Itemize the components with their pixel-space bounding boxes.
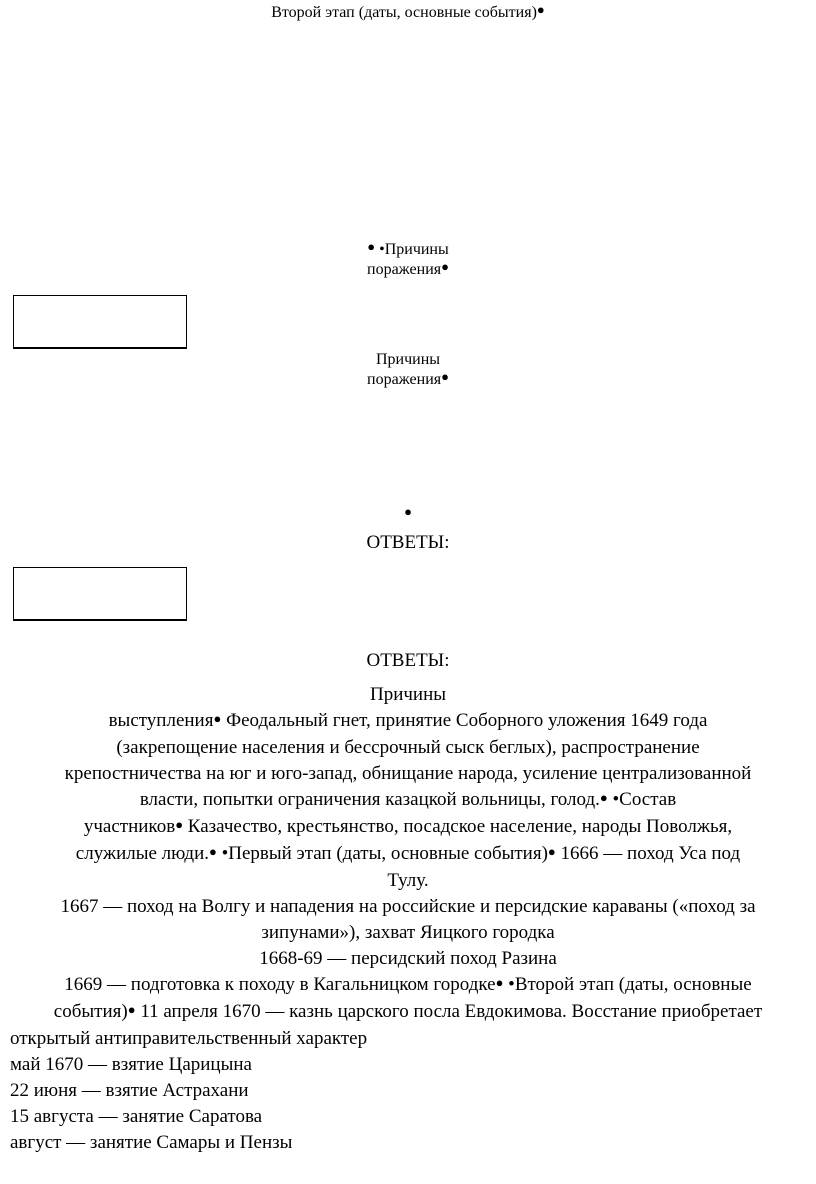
small-bullet-icon: • xyxy=(221,843,229,864)
bullet-icon: ● xyxy=(547,844,556,859)
text-line: власти, попытки ограничения казацкой вольницы, голод.● •Состав xyxy=(139,789,677,810)
bullet-icon: ● xyxy=(536,2,545,17)
text-line: выступления● Феодальный гнет, принятие Соборного уложения 1649 года xyxy=(108,710,708,731)
bullet-icon: ● xyxy=(495,975,504,990)
text-line: крепостничества на юг и юго-запад, обнищание народа, усиление централизованной xyxy=(64,763,752,784)
text-line: участников● Казачество, крестьянство, посадское население, народы Поволжья, xyxy=(83,816,733,837)
reasons-line: поражения xyxy=(367,371,442,388)
empty-answer-box xyxy=(13,567,187,621)
text-line: события)● 11 апреля 1670 — казнь царского посла Евдокимова. Восстание приобретает xyxy=(53,1001,763,1022)
bullet-icon: ● xyxy=(599,790,608,805)
text-line: служилые люди.● •Первый этап (даты, основные события)● 1666 — поход Уса под xyxy=(75,843,741,864)
bullet-icon: ● xyxy=(213,711,222,726)
text-line: 1669 — подготовка к походу в Кагальницком городке● •Второй этап (даты, основные xyxy=(64,974,752,995)
reasons-line: Причины xyxy=(384,241,449,258)
causes-title: Причины xyxy=(369,684,447,705)
bullet-icon: ● xyxy=(367,239,376,254)
page-header xyxy=(0,3,816,23)
reasons-defeat-label-2 xyxy=(300,350,516,390)
text-line: (закрепощение населения и бессрочный сыск беглых), распространение xyxy=(116,737,700,758)
bullet-icon: ● xyxy=(127,1002,136,1017)
text-line: май 1670 — взятие Царицына xyxy=(10,1054,252,1075)
text-line: 22 июня — взятие Астрахани xyxy=(10,1080,249,1101)
answers-heading-2: ОТВЕТЫ: xyxy=(366,650,450,671)
text-line: 15 августа — занятие Саратова xyxy=(10,1106,263,1127)
text-line: 1667 — поход на Волгу и нападения на российские и персидские караваны («поход за xyxy=(60,896,756,917)
answers-body xyxy=(10,682,806,1156)
small-bullet-icon: • xyxy=(379,241,385,258)
text-line: август — занятие Самары и Пензы xyxy=(10,1132,293,1153)
bullet-icon: ● xyxy=(175,817,184,832)
header-text: Второй этап (даты, основные события) xyxy=(271,4,537,21)
small-bullet-icon: • xyxy=(612,789,620,810)
answers-heading-1: ОТВЕТЫ: xyxy=(366,532,450,553)
text-line: 1668-69 — персидский поход Разина xyxy=(259,948,557,969)
text-line: зипунами»), захват Яицкого городка xyxy=(261,922,555,943)
bullet-icon: ● xyxy=(404,504,412,519)
bullet-icon: ● xyxy=(441,259,449,274)
small-bullet-icon: • xyxy=(508,974,515,995)
bullet-icon: ● xyxy=(208,844,217,859)
text-line: Тулу. xyxy=(387,870,429,891)
reasons-line: Причины xyxy=(375,351,441,368)
empty-answer-box xyxy=(13,295,187,349)
reasons-defeat-label-1 xyxy=(300,240,516,280)
bullet-icon: ● xyxy=(441,369,449,384)
text-line: открытый антиправительственный характер xyxy=(10,1028,368,1049)
reasons-line: поражения xyxy=(367,261,442,278)
